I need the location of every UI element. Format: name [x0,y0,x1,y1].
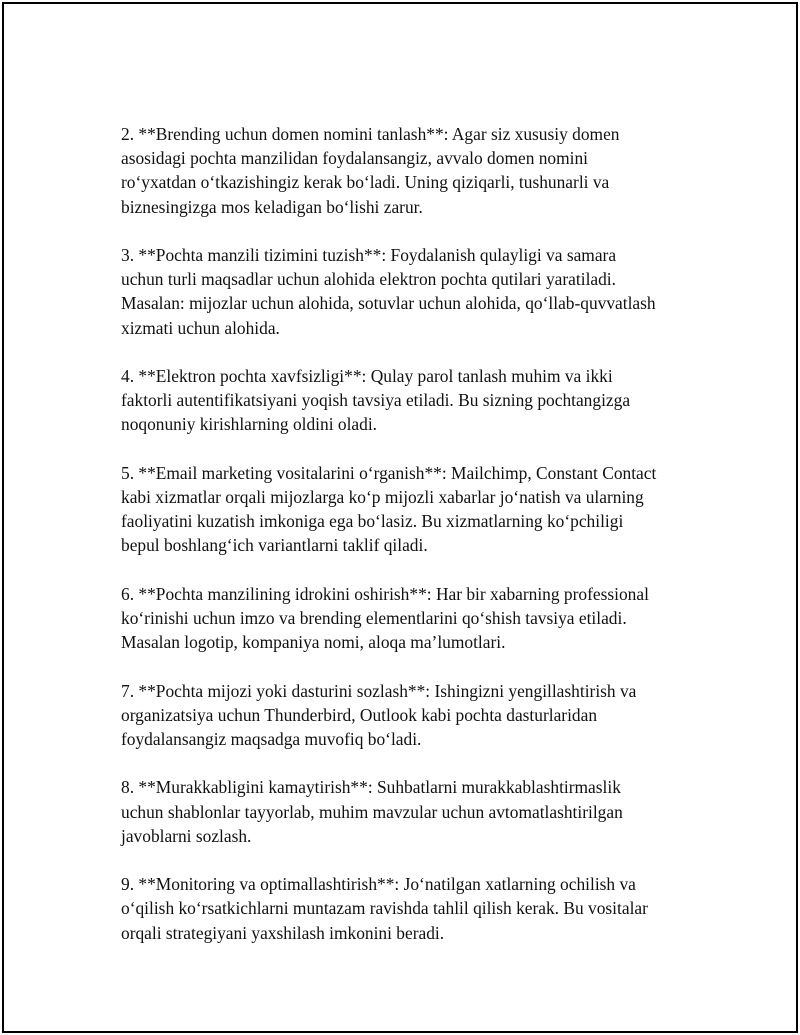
paragraph-5: 5. **Email marketing vositalarini oʻrganish**: Mailchimp, Constant Contact kabi xizmatlar orqali mijozlarga koʻp mijozli xabarlar joʻnatish va ularning faoliyatini kuzatish imkoniga ega boʻlasiz. Bu xizmatlarning koʻpchiligi bepul boshlangʻich variantlarni taklif qiladi. [121,462,657,556]
document-body [121,122,701,969]
paragraph-8: 8. **Murakkabligini kamaytirish**: Suhbatlarni murakkablashtirmaslik uchun shablonlar tayyorlab, muhim mavzular uchun avtomatlashtirilgan javoblarni sozlash. [121,777,623,846]
paragraph-3: 3. **Pochta manzili tizimini tuzish**: Foydalanish qulayligi va samara uchun turli maqsadlar uchun alohida elektron pochta qutilari yaratiladi. Masalan: mijozlar uchun alohida, sotuvlar uchun alohida, qoʻllab-quvvatlash xizmati uchun alohida. [121,245,656,338]
page-frame [2,2,798,1033]
paragraph-4: 4. **Elektron pochta xavfsizligi**: Qulay parol tanlash muhim va ikki faktorli autentifikatsiyani yoqish tavsiya etiladi. Bu sizning pochtangizga noqonuniy kirishlarning oldini oladi. [121,366,631,435]
paragraph-9: 9. **Monitoring va optimallashtirish**: Joʻnatilgan xatlarning ochilish va oʻqilish koʻrsatkichlarni muntazam ravishda tahlil qilish kerak. Bu vositalar orqali strategiyani yaxshilash imkonini beradi. [121,874,648,943]
paragraph-2: 2. **Brending uchun domen nomini tanlash**: Agar siz xususiy domen asosidagi pochta manzilidan foydalansangiz, avvalo domen nomini roʻyxatdan oʻtkazishingiz kerak boʻladi. Uning qiziqarli, tushunarli va biznesingizga mos keladigan boʻlishi zarur. [121,124,620,217]
paragraph-6: 6. **Pochta manzilining idrokini oshirish**: Har bir xabarning professional koʻrinishi uchun imzo va brending elementlarini qoʻshish tavsiya etiladi. Masalan logotip, kompaniya nomi, aloqa maʼlumotlari. [121,583,649,653]
paragraph-7: 7. **Pochta mijozi yoki dasturini sozlash**: Ishingizni yengillashtirish va organizatsiya uchun Thunderbird, Outlook kabi pochta dasturlaridan foydalansangiz maqsadga muvofiq boʻladi. [121,680,637,749]
